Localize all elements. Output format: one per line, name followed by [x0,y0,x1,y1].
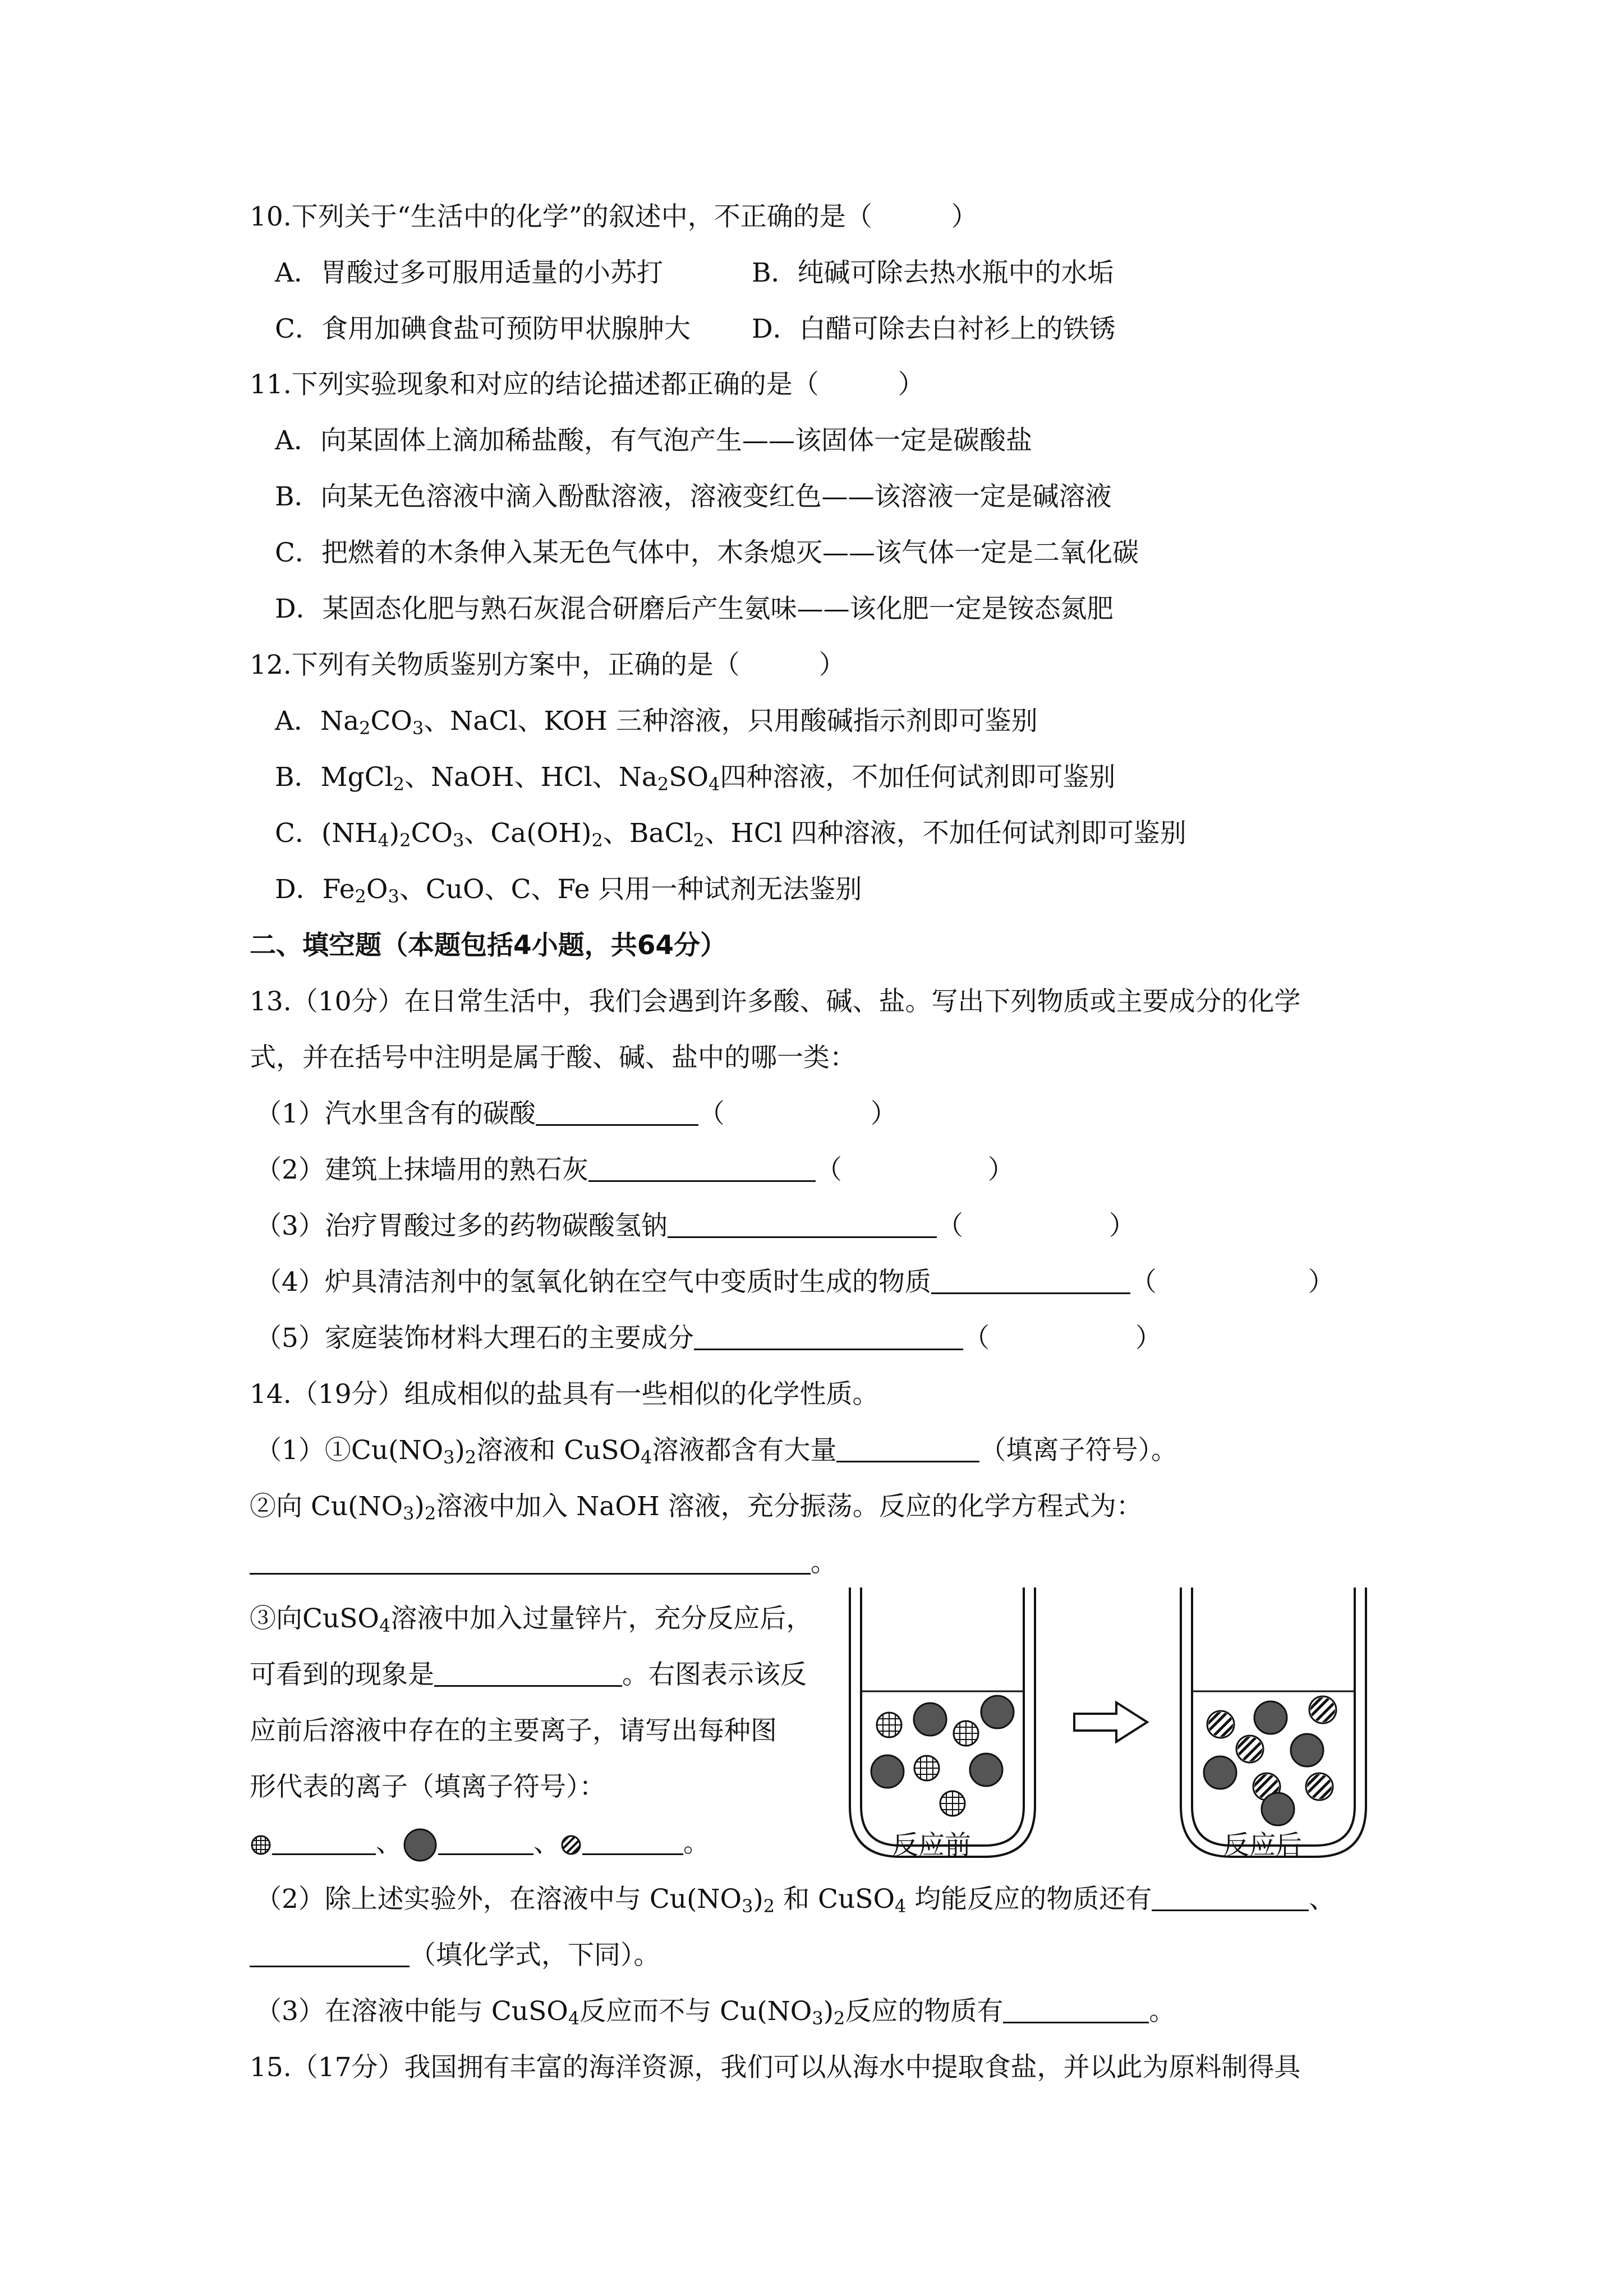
q11-stem: 11.下列实验现象和对应的结论描述都正确的是（ ） [250,369,924,400]
q13-item-3: （3）治疗胃酸过多的药物碳酸氢钠 （ ） [255,1211,1135,1241]
answer-blank[interactable] [1152,1886,1309,1911]
q13-item-1: （1）汽水里含有的碳酸 （ ） [255,1098,897,1129]
q14-part2: ②向 $Cu(NO_3)_2$溶液中加入 NaOH 溶液，充分振荡。反应的化学方程式为： [250,1491,1143,1524]
q14-part3-a: ③向 [250,1603,302,1634]
answer-blank[interactable] [582,1830,683,1855]
q14-equation-line: 。 [250,1546,837,1580]
answer-blank[interactable] [250,1549,811,1575]
ion-stripe [1309,1696,1336,1723]
q10-stem: 10.下列关于“生活中的化学”的叙述中，不正确的是（ ） [250,201,978,232]
striped-circle-icon [560,1834,582,1856]
q12-option-b: B．MgCl$_2$、NaOH、HCl、$Na_2SO_4$四种溶液，不加任何试剂即可鉴别 [275,762,1116,795]
ion-cross [940,1791,965,1816]
ion-cross [877,1713,901,1737]
q13-item-2: （2）建筑上抹墙用的熟石灰 （ ） [255,1154,1014,1185]
ion-dark [981,1696,1014,1728]
q14-part3-line2b: 。右图表示该反 [622,1659,807,1690]
arrow-icon [1074,1703,1147,1742]
q12-stem: 12.下列有关物质鉴别方案中，正确的是（ ） [250,650,845,680]
q14-q2-line1: （2）除上述实验外，在溶液中与 $Cu(NO_3)_2$ 和 CuSO$_4$ 均能反应的物质还有 、 [255,1884,1336,1917]
ion-dark [914,1703,946,1736]
crosshatch-circle-icon [250,1834,272,1856]
answer-blank[interactable] [438,1830,533,1855]
ion-stripe [1306,1773,1333,1800]
ion-cross [954,1721,978,1746]
label-before: 反应前 [892,1830,971,1861]
q14-q2-a: （2）除上述实验外，在溶液中与 [255,1884,641,1915]
q12-option-a: A．$Na_2CO_3$、NaCl、KOH 三种溶液，只用酸碱指示剂即可鉴别 [275,706,1038,739]
q10-option-d: D．白醋可除去白衬衫上的铁锈 [752,314,1116,344]
q14-q3-c: 反应的物质有 [845,1996,1004,2027]
q14-part3-line1: ③向CuSO$_4$溶液中加入过量锌片，充分反应后， [250,1603,813,1636]
answer-blank[interactable] [668,1213,937,1238]
answer-blank[interactable] [250,1942,410,1967]
q14-part3-line2 [250,1658,807,1692]
q14-part1-tail: （填离子符号）。 [979,1435,1177,1466]
q14-part3-line4: 形代表的离子（填离子符号）： [250,1772,606,1802]
answer-blank[interactable] [272,1830,376,1855]
q14-ion-legend: 、 、 。 [250,1826,710,1863]
q14-q3: （3）在溶液中能与 CuSO$_4$反应而不与 $Cu(NO_3)_2$反应的物质有 。 [255,1996,1176,2029]
ion-dark [1262,1793,1294,1825]
tube-after [1181,1588,1366,1857]
q14-part3-line2a: 可看到的现象是 [250,1659,434,1690]
ion-dark [1291,1734,1323,1766]
q13-item-3-text: （3）治疗胃酸过多的药物碳酸氢钠 [255,1211,668,1241]
ion-dark [871,1755,904,1788]
q14-q2-line2 [250,1939,660,1972]
answer-blank[interactable] [694,1325,963,1350]
q10-option-a: A．胃酸过多可服用适量的小苏打 [275,257,663,288]
q14-part2-tail: 溶液，充分振荡。反应的化学方程式为： [668,1491,1143,1522]
q10-option-b: B．纯碱可除去热水瓶中的水垢 [752,257,1114,288]
ion-dark [970,1754,1002,1786]
dark-circle-icon [402,1827,438,1863]
answer-blank[interactable] [1003,1998,1149,2023]
section-heading: 二、填空题（本题包括4小题，共64分） [250,930,727,961]
q14-q3-b: 反应而不与 [579,1996,712,2027]
q12-option-d-text: 只用一种试剂无法鉴别 [598,874,862,905]
answer-blank[interactable] [836,1437,979,1462]
answer-blank[interactable] [588,1157,816,1182]
q11-option-b: B．向某无色溶液中滴入酚酞溶液，溶液变红色——该溶液一定是碱溶液 [275,481,1112,512]
answer-blank[interactable] [931,1269,1130,1294]
ion-stripe [1236,1736,1263,1763]
q13-item-2-text: （2）建筑上抹墙用的熟石灰 [255,1154,588,1185]
q14-stem: 14.（19分）组成相似的盐具有一些相似的化学性质。 [250,1379,879,1410]
q13-item-5-text: （5）家庭装饰材料大理石的主要成分 [255,1323,694,1354]
q15-stem: 15.（17分）我国拥有丰富的海洋资源，我们可以从海水中提取食盐，并以此为原料制得具 [250,2052,1301,2083]
q11-option-c: C．把燃着的木条伸入某无色气体中，木条熄灭——该气体一定是二氧化碳 [275,537,1139,568]
q11-option-d: D．某固态化肥与熟石灰混合研磨后产生氨味——该化肥一定是铵态氮肥 [275,593,1114,624]
ion-cross [914,1756,939,1780]
q12-option-a-text: 三种溶液，只用酸碱指示剂即可鉴别 [615,706,1038,737]
q14-q2-b: 均能反应的物质还有 [914,1884,1152,1915]
q13-item-4-text: （4）炉具清洁剂中的氢氧化钠在空气中变质时生成的物质 [255,1267,931,1297]
q14-part3-line3: 应前后溶液中存在的主要离子，请写出每种图 [250,1715,777,1746]
q13-stem-line2: 式，并在括号中注明是属于酸、碱、盐中的哪一类： [250,1042,856,1073]
q11-option-a: A．向某固体上滴加稀盐酸，有气泡产生——该固体一定是碳酸盐 [275,425,1032,456]
label-after: 反应后 [1223,1830,1302,1861]
ion-stripe [1207,1711,1234,1738]
q12-option-c-text: 四种溶液，不加任何试剂即可鉴别 [790,818,1186,849]
q12-option-b-text: 四种溶液，不加任何试剂即可鉴别 [720,762,1116,793]
ion-dark [1254,1701,1287,1734]
q13-item-4: （4）炉具清洁剂中的氢氧化钠在空气中变质时生成的物质 （ ） [255,1267,1335,1297]
q10-option-c: C．食用加碘食盐可预防甲状腺肿大 [275,314,691,344]
ion-dark [1204,1756,1236,1789]
q13-item-1-text: （1）汽水里含有的碳酸 [255,1098,536,1129]
q14-q3-a: （3）在溶液中能与 [255,1996,483,2027]
answer-blank[interactable] [434,1662,622,1687]
q12-option-d: D．$Fe_2O_3$、CuO、C、Fe 只用一种试剂无法鉴别 [275,874,862,907]
q13-item-5: （5）家庭装饰材料大理石的主要成分 （ ） [255,1323,1162,1354]
q13-stem-line1: 13.（10分）在日常生活中，我们会遇到许多酸、碱、盐。写出下列物质或主要成分的化学 [250,986,1301,1017]
q14-part1: $(1)①Cu(NO_3)_2$溶液和 CuSO$_4$溶液都含有大量 （填离子符号）。 [255,1435,1177,1468]
q12-option-c: C．$(NH_4)_2CO_3$、$Ca(OH)_2$、BaCl$_2$、HCl 四种溶液，不加任何试剂即可鉴别 [275,818,1186,851]
q14-part3-b: 溶液中加入过量锌片，充分反应后， [390,1603,813,1634]
answer-blank[interactable] [536,1101,698,1126]
tube-before [850,1588,1035,1857]
q14-q2-c: （填化学式，下同）。 [410,1940,660,1971]
